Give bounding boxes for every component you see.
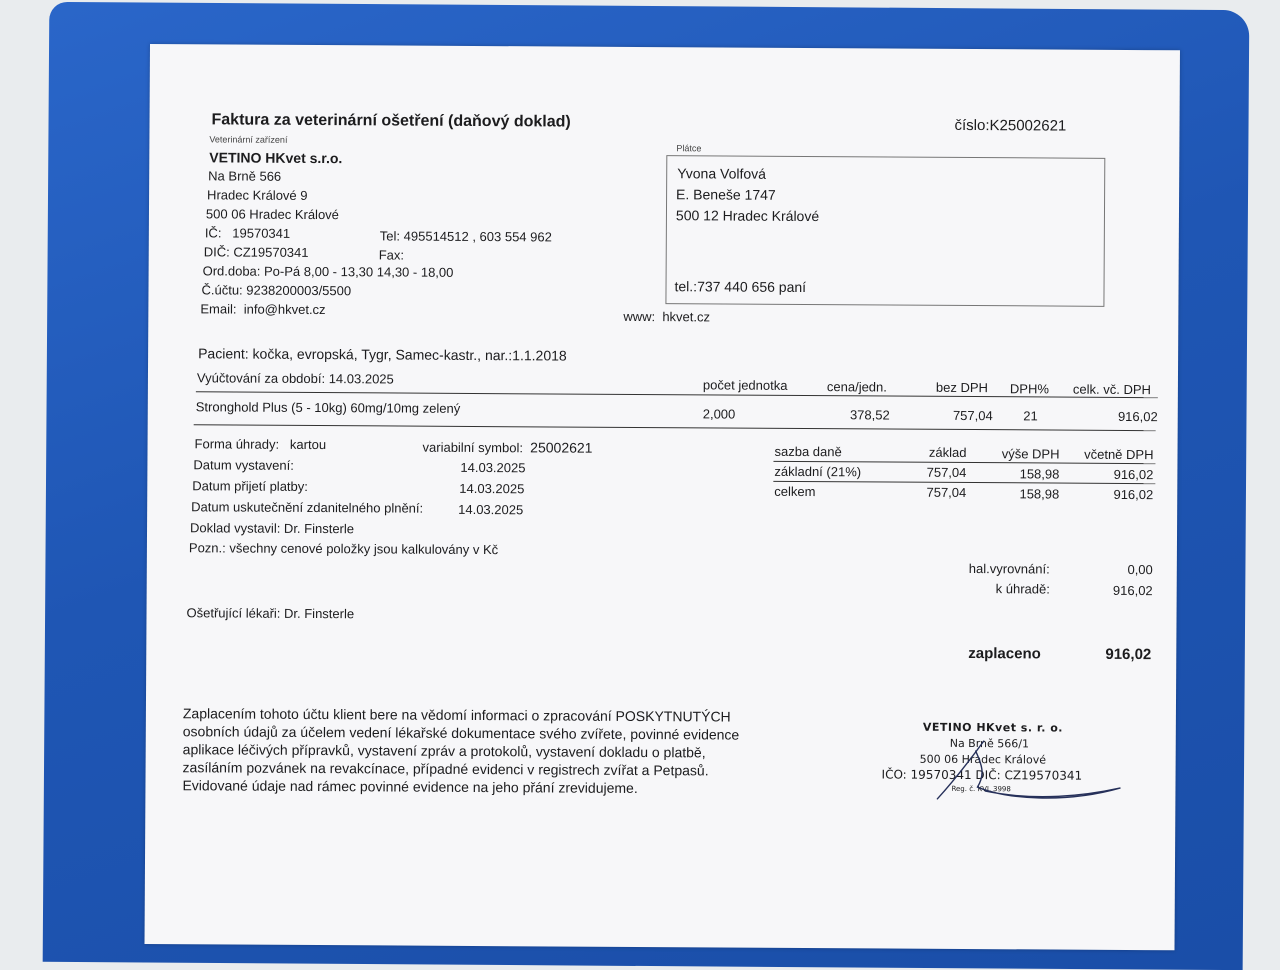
clinic-ic [205,225,290,241]
taxable-date: 14.03.2025 [458,501,524,518]
clinic-ic-label: IČ: [204,225,222,241]
clinic-dic [204,244,309,260]
gdpr-line: osobních údajů za účelem vedení lékařské dokumentace svého zvířete, povinné evidence [182,723,740,743]
invoice-number [954,117,1066,135]
clinic-dic-value: CZ19570341 [233,244,309,260]
to-pay-label: k úhradě: [995,581,1050,597]
vat-row-basic-rate: základní (21%) [774,463,862,480]
vat-row-total-rate: celkem [774,483,816,500]
clinic-hours: Ord.doba: Po-Pá 8,00 - 13,30 14,30 - 18,00 [202,263,454,280]
invoice-paper [145,44,1180,950]
clinic-email-value: info@hkvet.cz [243,301,326,318]
gdpr-line: Zaplacením tohoto účtu klient bere na vědomí informaci o zpracování POSKYTNUTÝCH [182,705,731,725]
gdpr-line: zasíláním pozvánek na revakcínace, případné evidenci v registrech zvířat a Petpasů. [182,759,709,779]
items-header-total: celk. vč. DPH [1072,381,1151,398]
items-header-unit-price: cena/jedn. [826,379,887,395]
clinic-ic-value: 19570341 [232,225,291,241]
payer-section-label: Plátce [676,143,702,154]
payment-method [195,436,327,452]
clinic-fax: Fax: [378,247,405,263]
gdpr-line: Evidované údaje nad rámec povinné evidence na jeho přání zrevidujeme. [182,777,638,796]
stamp-line-2: Na Brně 566/1 [949,736,1030,751]
vat-row-basic-base: 757,04 [926,464,967,480]
invoice-title: Faktura za veterinární ošetření (daňový doklad) [211,111,571,131]
item-name: Stronghold Plus (5 - 10kg) 60mg/10mg zelený [195,399,461,416]
paid-value: 916,02 [1105,645,1152,664]
items-header-without-vat: bez DPH [935,379,988,396]
clinic-email-label: Email: [200,301,237,317]
item-unit-price: 378,52 [849,407,890,423]
payer-name: Yvona Volfová [677,165,767,182]
vat-row-basic-amount: 158,98 [1019,466,1060,482]
vat-header-base: základ [928,444,967,460]
clinic-www [623,309,710,325]
items-bottom-rule [194,424,1156,431]
payer-phone: tel.:737 440 656 paní [674,278,807,296]
clinic-name: VETINO HKvet s.r.o. [209,149,343,167]
stamp-line-5: Reg. č. KVL 3998 [951,784,1011,794]
issued-by: Doklad vystavil: Dr. Finsterle [189,520,355,537]
clinic-account: Č.účtu: 9238200003/5500 [201,282,352,299]
clinic-address-3: 500 06 Hradec Králové [205,206,339,223]
items-header-qty: počet jednotka [702,377,788,393]
payer-city: 500 12 Hradec Králové [675,207,820,225]
payment-method-label: Forma úhrady: [194,436,280,452]
clinic-section-label: Veterinární zařízení [209,134,288,145]
rounding-label: hal.vyrovnání: [968,561,1050,577]
billing-period: Vyúčtování za období: 14.03.2025 [196,370,394,387]
variable-symbol-label: variabilní symbol: [422,439,524,456]
clinic-tel: Tel: 495514512 , 603 554 962 [379,228,552,245]
clinic-www-label: www: [623,308,656,325]
variable-symbol-value: 25002621 [530,439,593,456]
item-without-vat: 757,04 [952,407,993,424]
to-pay-value: 916,02 [1112,582,1153,599]
payment-method-value: kartou [289,436,327,453]
paid-label: zaplaceno [968,645,1041,663]
invoice-number-value: K25002621 [989,117,1067,135]
currency-note: Pozn.: všechny cenové položky jsou kalkulovány v Kč [188,540,499,558]
variable-symbol [422,439,592,456]
item-qty: 2,000 [702,406,736,422]
stamp-line-1: VETINO HKvet s. r. o. [922,720,1064,735]
rounding-value: 0,00 [1127,561,1153,578]
attending-doctor: Ošetřující lékaři: Dr. Finsterle [186,605,355,622]
clinic-email [200,301,325,317]
vat-header-total: včetně DPH [1084,446,1154,463]
signature [915,729,1135,810]
invoice-number-label: číslo: [954,116,990,135]
received-date-label: Datum přijetí platby: [192,478,308,494]
vat-row-basic-total: 916,02 [1113,466,1154,483]
vat-row-total-total: 916,02 [1113,486,1154,503]
clinic-address-1: Na Brně 566 [208,168,282,184]
vat-row-total-base: 757,04 [926,484,967,500]
clinic-dic-label: DIČ: [203,244,230,260]
clinic-www-value: hkvet.cz [662,309,711,325]
vat-row-total-amount: 158,98 [1019,486,1060,502]
stamp-line-3: 500 06 Hradec Králové [919,752,1047,767]
item-total: 916,02 [1117,408,1158,425]
taxable-date-label: Datum uskutečnění zdanitelného plnění: [191,499,424,516]
item-vat-pct: 21 [1023,408,1038,424]
gdpr-notice [182,704,739,797]
clinic-address-2: Hradec Králové 9 [207,187,308,203]
gdpr-line: aplikace léčivých přípravků, vystavení zpráv a protokolů, vystavení dokladu o platbě, [182,741,706,761]
issued-date: 14.03.2025 [460,459,526,476]
vat-header-amount: výše DPH [1001,446,1060,462]
payer-street: E. Beneše 1747 [676,186,776,203]
issued-date-label: Datum vystavení: [193,457,294,473]
received-date: 14.03.2025 [459,480,525,497]
items-header-vat-pct: DPH% [1009,381,1049,397]
patient-info: Pacient: kočka, evropská, Tygr, Samec-kastr., nar.:1.1.2018 [198,345,567,364]
stamp-line-4: IČO: 19570341 DIČ: CZ19570341 [881,767,1083,783]
vat-header-rate: sazba daně [774,443,842,460]
